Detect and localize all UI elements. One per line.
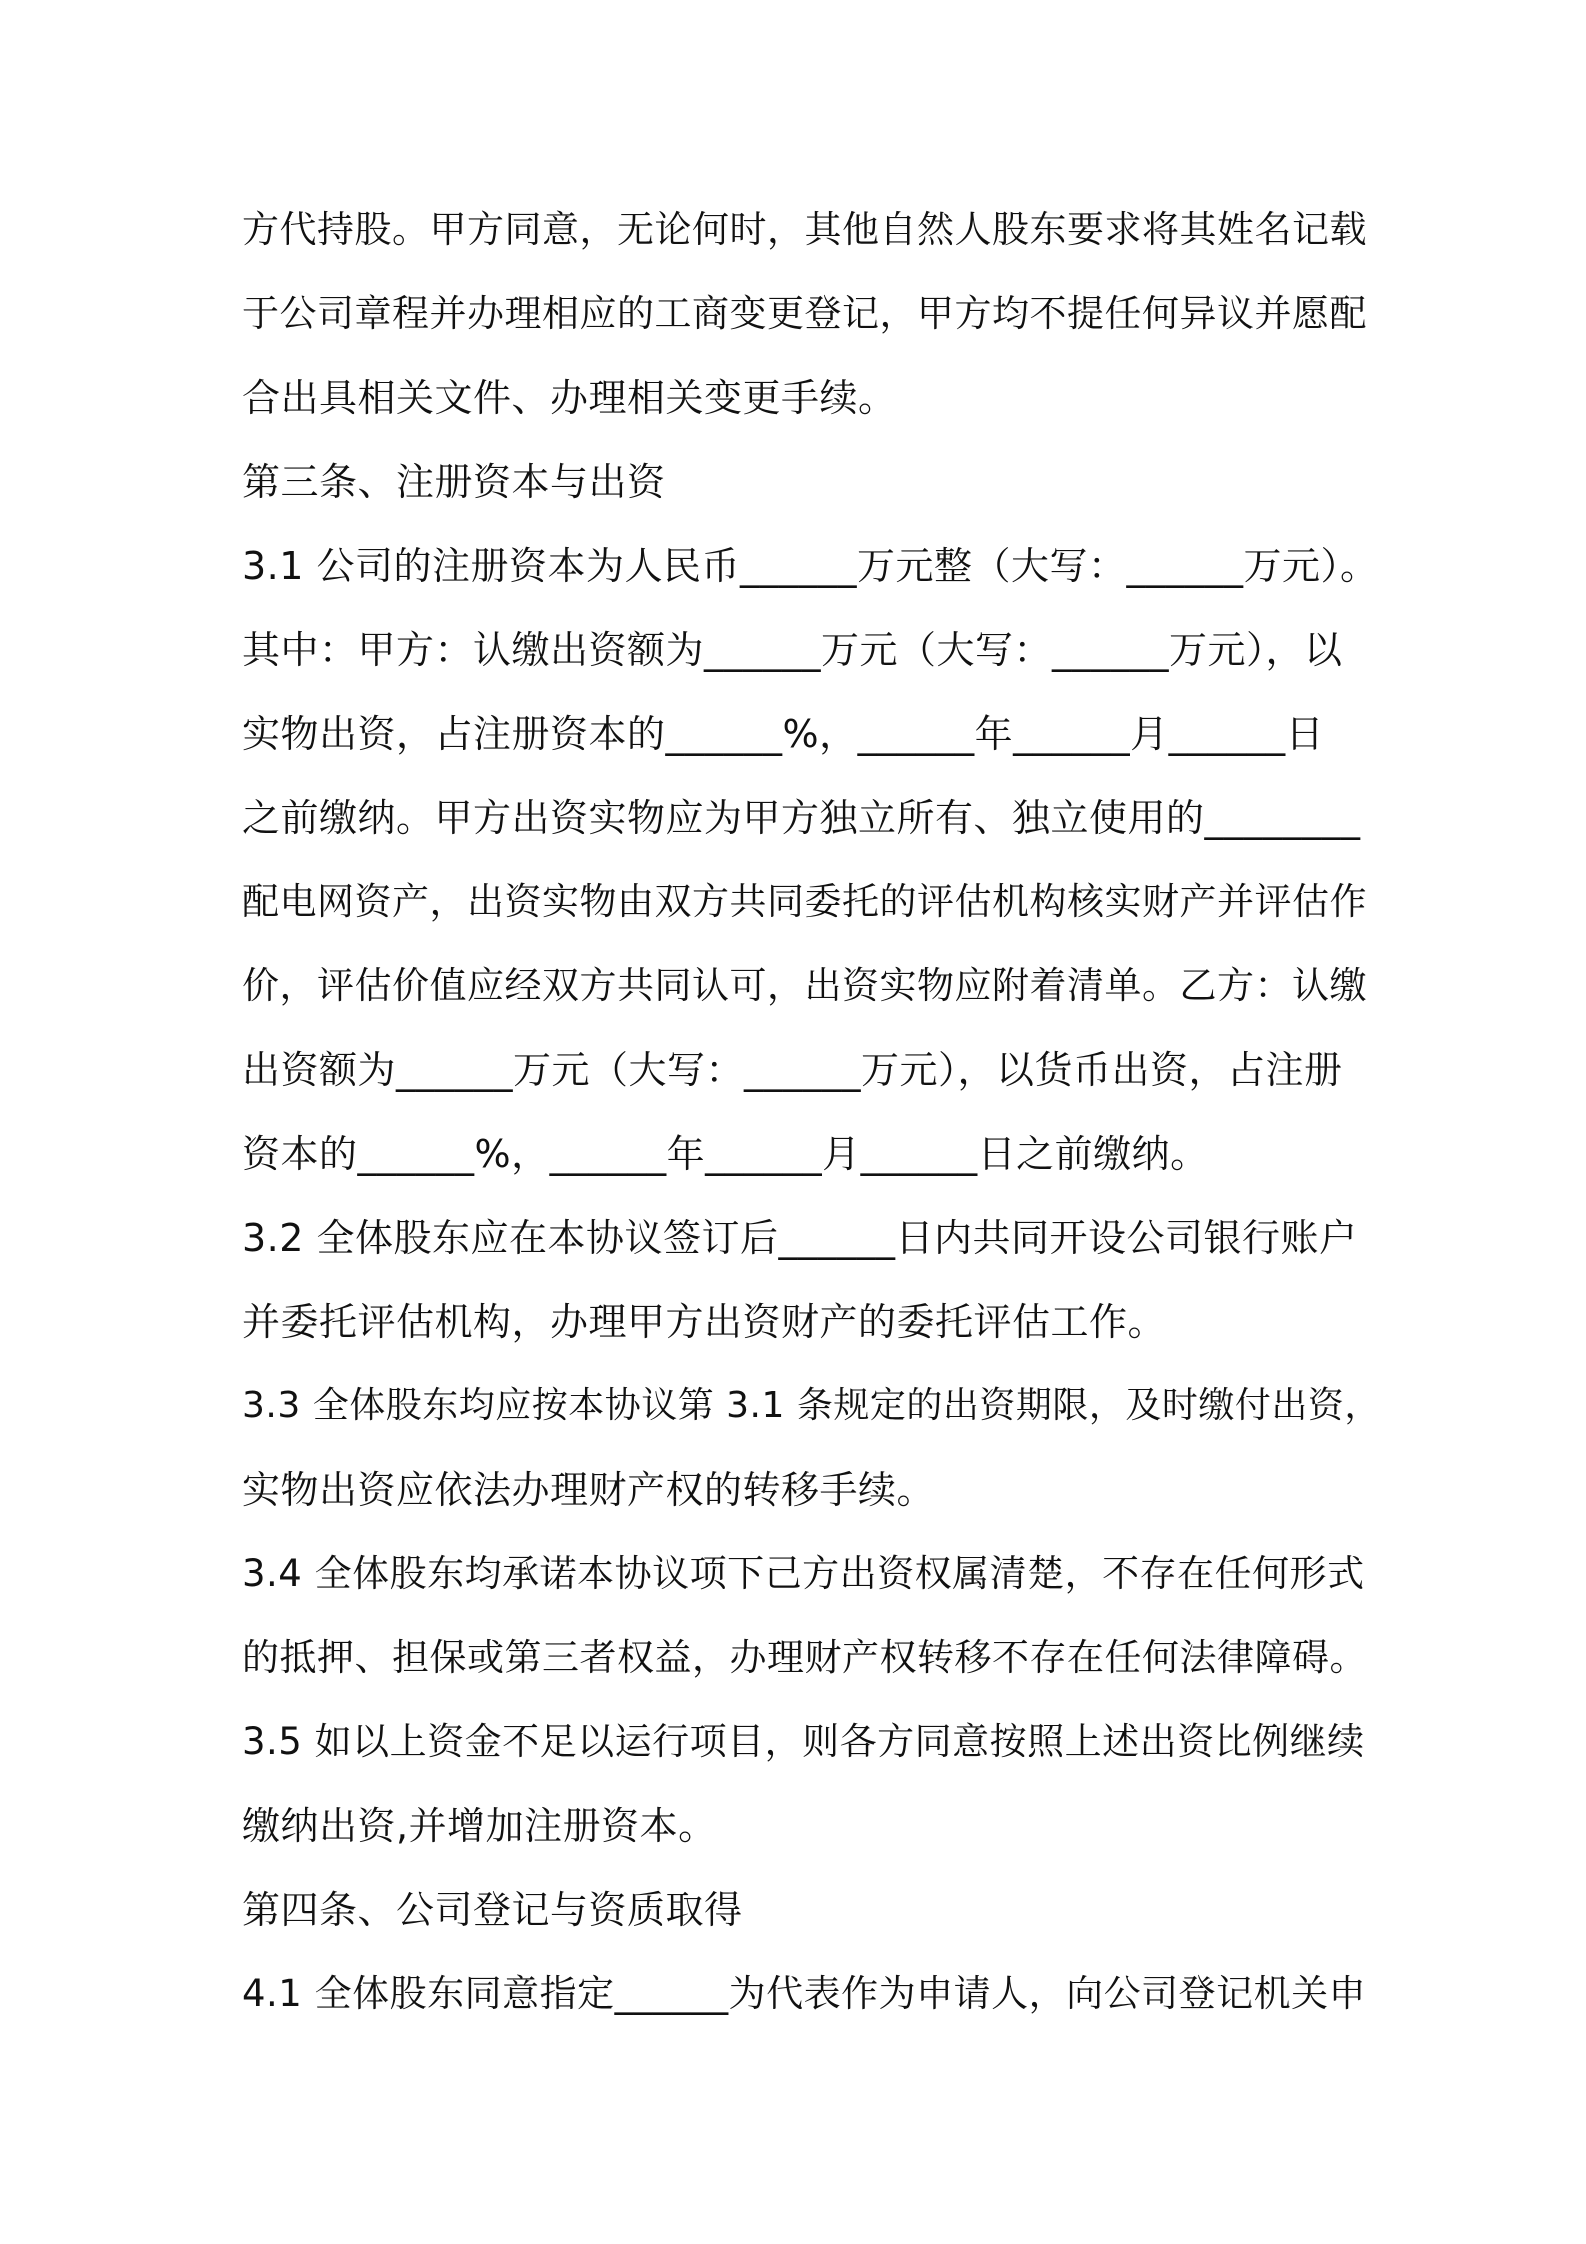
text-line: 4.1 全体股东同意指定______为代表作为申请人，向公司登记机关申: [242, 1972, 1367, 2015]
text-line: 实物出资，占注册资本的______%，______年______月______日: [242, 712, 1325, 756]
text-line: 其中：甲方：认缴出资额为______万元（大写：______万元），以: [242, 628, 1343, 672]
text-line: 3.4 全体股东均承诺本协议项下己方出资权属清楚，不存在任何形式: [242, 1552, 1365, 1595]
text-line: 于公司章程并办理相应的工商变更登记，甲方均不提任何异议并愿配: [242, 292, 1367, 335]
text-line: 缴纳出资,并增加注册资本。: [242, 1804, 717, 1848]
text-line: 3.3 全体股东均应按本协议第 3.1 条规定的出资期限，及时缴付出资，: [242, 1385, 1381, 1426]
text-line: 配电网资产，出资实物由双方共同委托的评估机构核实财产并评估作: [242, 880, 1367, 923]
text-line: 并委托评估机构，办理甲方出资财产的委托评估工作。: [242, 1300, 1167, 1344]
text-line: 3.1 公司的注册资本为人民币______万元整（大写：______万元）。: [242, 544, 1379, 588]
text-line: 3.5 如以上资金不足以运行项目，则各方同意按照上述出资比例继续: [242, 1720, 1365, 1763]
text-line: 价，评估价值应经双方共同认可，出资实物应附着清单。乙方：认缴: [242, 964, 1367, 1007]
section-heading-3: 第三条、注册资本与出资: [242, 460, 666, 504]
text-line: 实物出资应依法办理财产权的转移手续。: [242, 1468, 936, 1512]
text-line: 方代持股。甲方同意，无论何时，其他自然人股东要求将其姓名记载: [242, 208, 1367, 251]
text-line: 的抵押、担保或第三者权益，办理财产权转移不存在任何法律障碍。: [242, 1636, 1367, 1679]
text-line: 资本的______%，______年______月______日之前缴纳。: [242, 1132, 1209, 1176]
text-line: 合出具相关文件、办理相关变更手续。: [242, 376, 897, 420]
text-line: 3.2 全体股东应在本协议签订后______日内共同开设公司银行账户: [242, 1216, 1358, 1260]
text-line: 出资额为______万元（大写：______万元），以货币出资，占注册: [242, 1048, 1343, 1092]
text-line: 之前缴纳。甲方出资实物应为甲方独立所有、独立使用的________: [242, 796, 1361, 840]
section-heading-4: 第四条、公司登记与资质取得: [242, 1888, 743, 1932]
